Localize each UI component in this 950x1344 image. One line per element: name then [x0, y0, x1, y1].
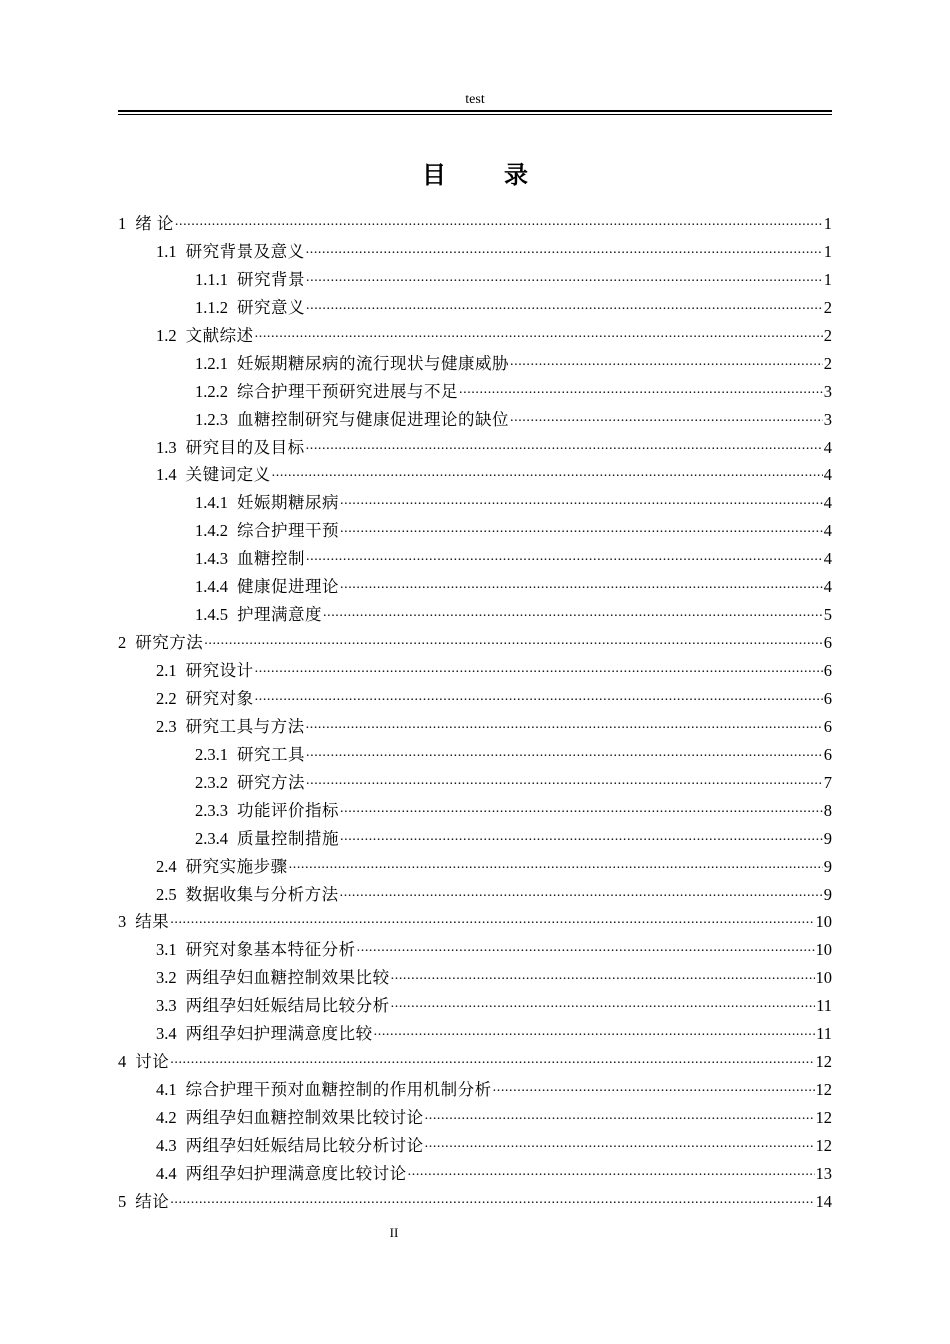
toc-entry-label: 血糖控制 [237, 549, 305, 569]
page-number: II [389, 1225, 399, 1240]
toc-dot-leader [306, 430, 823, 460]
toc-entry-page: 2 [823, 325, 832, 345]
toc-entry-number: 1.2.2 [195, 381, 228, 401]
toc-entry-page: 12 [815, 1108, 832, 1127]
toc-dot-leader [340, 793, 823, 823]
toc-entry-number: 3.3 [156, 996, 177, 1016]
toc-dot-leader [391, 960, 815, 990]
page-header: test [465, 92, 485, 107]
toc-dot-leader [306, 737, 823, 767]
toc-dot-leader [323, 597, 823, 627]
toc-dot-leader [510, 346, 823, 376]
toc-entry-page: 9 [823, 828, 832, 848]
toc-entry-number: 3.1 [156, 940, 177, 960]
toc-entry-label: 研究设计 [185, 661, 254, 680]
toc-entry-label: 两组孕妇妊娠结局比较分析讨论 [185, 1135, 424, 1155]
toc-entry-number: 2.3.3 [195, 800, 228, 820]
toc-entry-page: 2 [823, 297, 832, 317]
toc-dot-leader [272, 457, 823, 487]
toc-entry-number: 2.3.2 [195, 772, 228, 792]
toc-entry-page: 6 [823, 716, 832, 736]
toc-entry-page: 12 [815, 1052, 832, 1072]
toc-entry-number: 1.4.2 [195, 521, 228, 541]
toc-entry-page: 7 [823, 772, 832, 792]
toc-entry-label: 两组孕妇护理满意度比较 [185, 1024, 373, 1044]
toc-entry-number: 3 [118, 912, 127, 932]
toc-entry-page: 11 [816, 1024, 832, 1044]
toc-entry-page: 4 [823, 465, 832, 485]
toc-entry-label: 讨论 [135, 1052, 170, 1072]
toc-dot-leader [306, 262, 823, 292]
toc-dot-leader [204, 625, 823, 655]
toc-entry-number: 1.2.1 [195, 353, 228, 373]
toc-entry-page: 6 [823, 661, 832, 680]
toc-entry-number: 5 [118, 1191, 127, 1211]
toc-entry-number: 2.4 [156, 856, 177, 876]
toc-dot-leader [255, 681, 823, 711]
toc-dot-leader [175, 206, 823, 236]
toc-entry-number: 4.1 [156, 1080, 177, 1100]
toc-entry-label: 健康促进理论 [237, 577, 339, 597]
toc-dot-leader [357, 932, 815, 962]
toc-entry-number: 4.2 [156, 1108, 177, 1127]
toc-dot-leader [340, 485, 823, 515]
toc-entry-label: 研究方法 [135, 633, 204, 653]
toc-entry-number: 1.1 [156, 241, 177, 261]
toc-dot-leader [510, 402, 823, 432]
toc-entry-page: 2 [823, 353, 832, 373]
toc-dot-leader [170, 1044, 814, 1074]
toc-entry-number: 2.3 [156, 716, 177, 736]
toc-entry-page: 10 [815, 912, 832, 932]
toc-entry-label: 关键词定义 [185, 465, 271, 485]
toc-entry-number: 4 [118, 1052, 127, 1072]
toc-entry-page: 4 [823, 521, 832, 541]
toc-entry-page: 6 [823, 744, 832, 764]
toc-entry-page: 3 [823, 409, 832, 429]
toc-entry-number: 2.3.1 [195, 744, 228, 764]
toc-dot-leader [306, 290, 823, 320]
toc-entry-label: 护理满意度 [237, 605, 322, 625]
toc-entry-label: 两组孕妇血糖控制效果比较讨论 [185, 1108, 424, 1127]
toc-entry-label: 绪 论 [135, 214, 174, 233]
toc-entry-number: 2 [118, 633, 127, 653]
toc-entry-number: 1.1.1 [195, 269, 228, 289]
toc-entry-number: 1.2 [156, 325, 177, 345]
toc-entry-label: 研究实施步骤 [185, 856, 288, 876]
toc-entry-label: 研究意义 [237, 297, 305, 317]
toc-entry-page: 1 [823, 241, 832, 261]
toc-entry-number: 4.3 [156, 1135, 177, 1155]
toc-entry-page: 10 [815, 940, 832, 960]
toc-entry-label: 研究对象基本特征分析 [185, 940, 356, 960]
toc-dot-leader [170, 904, 814, 934]
toc-dot-leader [408, 1156, 815, 1186]
toc-entry-page: 6 [823, 633, 832, 653]
toc-entry-page: 3 [823, 381, 832, 401]
table-of-contents [118, 210, 832, 1216]
toc-dot-leader [340, 877, 823, 907]
toc-dot-leader [493, 1072, 815, 1102]
toc-entry-page: 10 [815, 968, 832, 988]
toc-dot-leader [255, 653, 823, 683]
toc-title: 目 录 [422, 163, 554, 189]
toc-entry-label: 研究对象 [185, 688, 254, 708]
toc-entry-number: 1.1.2 [195, 297, 228, 317]
toc-entry-page: 6 [823, 688, 832, 708]
toc-entry-page: 1 [823, 269, 832, 289]
toc-entry-label: 两组孕妇护理满意度比较讨论 [185, 1163, 407, 1183]
toc-entry-label: 研究目的及目标 [185, 437, 305, 457]
toc-entry-label: 妊娠期糖尿病的流行现状与健康威胁 [237, 353, 509, 373]
toc-entry-number: 3.2 [156, 968, 177, 988]
toc-entry-page: 4 [823, 549, 832, 569]
toc-entry-label: 研究背景 [237, 269, 305, 289]
toc-dot-leader [306, 541, 823, 571]
toc-entry-number: 1.3 [156, 437, 177, 457]
toc-entry-number: 2.1 [156, 661, 177, 680]
toc-entry-label: 研究背景及意义 [185, 241, 305, 261]
toc-entry-number: 1.4.3 [195, 549, 228, 569]
toc-entry-number: 2.3.4 [195, 828, 228, 848]
toc-entry-number: 1 [118, 214, 127, 233]
toc-dot-leader [289, 849, 823, 879]
toc-entry-label: 研究方法 [237, 772, 305, 792]
toc-entry-number: 3.4 [156, 1024, 177, 1044]
toc-entry-label: 研究工具 [237, 744, 305, 764]
toc-entry-number: 2.2 [156, 688, 177, 708]
toc-dot-leader [340, 513, 823, 543]
toc-dot-leader [425, 1100, 815, 1130]
toc-entry-label: 文献综述 [185, 325, 254, 345]
toc-entry[interactable] [118, 1188, 832, 1216]
toc-entry-label: 功能评价指标 [237, 800, 339, 820]
toc-dot-leader [391, 988, 815, 1018]
toc-dot-leader [170, 1184, 814, 1214]
toc-dot-leader [374, 1016, 815, 1046]
toc-entry-label: 结果 [135, 912, 170, 932]
toc-entry-number: 1.4 [156, 465, 177, 485]
toc-entry-label: 结论 [135, 1191, 170, 1211]
toc-entry-label: 数据收集与分析方法 [185, 884, 339, 904]
toc-entry-page: 11 [816, 996, 832, 1016]
toc-entry-page: 4 [823, 577, 832, 597]
toc-entry-page: 8 [823, 800, 832, 820]
toc-entry-label: 妊娠期糖尿病 [237, 493, 339, 513]
toc-dot-leader [306, 234, 823, 264]
toc-dot-leader [340, 821, 823, 851]
toc-entry-page: 5 [823, 605, 832, 625]
toc-entry-label: 综合护理干预 [237, 521, 339, 541]
toc-entry-page: 12 [815, 1135, 832, 1155]
toc-entry-label: 质量控制措施 [237, 828, 339, 848]
toc-dot-leader [425, 1128, 815, 1158]
toc-entry-number: 4.4 [156, 1163, 177, 1183]
toc-entry-page: 9 [823, 856, 832, 876]
header-rule-thick [118, 110, 832, 112]
toc-entry-number: 1.4.5 [195, 605, 228, 625]
toc-entry-page: 12 [815, 1080, 832, 1100]
toc-entry-page: 4 [823, 437, 832, 457]
toc-entry-page: 4 [823, 493, 832, 513]
toc-entry-number: 1.4.1 [195, 493, 228, 513]
toc-entry-number: 2.5 [156, 884, 177, 904]
toc-dot-leader [306, 709, 823, 739]
toc-entry-number: 1.4.4 [195, 577, 228, 597]
toc-entry-page: 13 [815, 1163, 832, 1183]
toc-dot-leader [306, 765, 823, 795]
toc-entry-label: 血糖控制研究与健康促进理论的缺位 [237, 409, 509, 429]
toc-entry-label: 综合护理干预研究进展与不足 [237, 381, 458, 401]
toc-entry-page: 9 [823, 884, 832, 904]
toc-entry-label: 研究工具与方法 [185, 716, 305, 736]
header-rule-thin [118, 114, 832, 115]
toc-entry-label: 两组孕妇血糖控制效果比较 [185, 968, 390, 988]
toc-dot-leader [340, 569, 823, 599]
toc-dot-leader [459, 374, 823, 404]
toc-dot-leader [255, 318, 823, 348]
toc-entry-label: 两组孕妇妊娠结局比较分析 [185, 996, 390, 1016]
toc-entry-page: 14 [815, 1191, 832, 1211]
toc-entry-number: 1.2.3 [195, 409, 228, 429]
toc-entry-page: 1 [823, 214, 832, 233]
toc-entry-label: 综合护理干预对血糖控制的作用机制分析 [185, 1080, 492, 1100]
